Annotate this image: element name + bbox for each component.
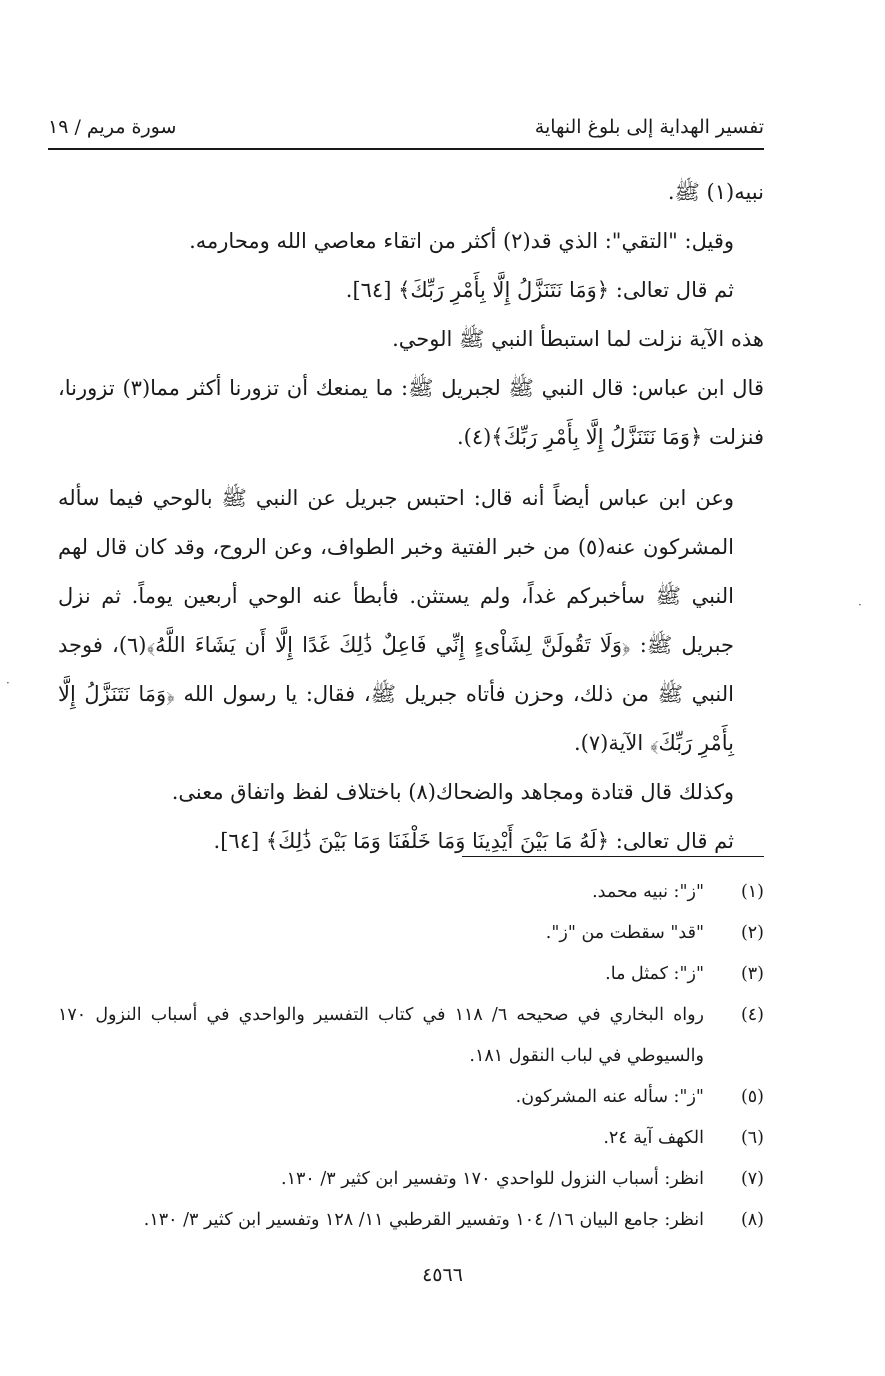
scan-speck: ·: [858, 598, 862, 612]
footnote: [58, 872, 764, 913]
footnote-text: انظر: أسباب النزول للواحدي ١٧٠ وتفسير ابن كثير ٣/ ١٣٠.: [281, 1169, 704, 1189]
scan-speck: ·: [6, 676, 10, 690]
book-title: تفسير الهداية إلى بلوغ النهاية: [534, 116, 764, 138]
footnote: [58, 1077, 764, 1118]
paragraph: وكذلك قال قتادة ومجاهد والضحاك(٨) باختلاف لفظ واتفاق معنى.: [171, 780, 734, 804]
paragraph: نبيه(١) ﷺ.: [667, 180, 764, 204]
footnote: [58, 1118, 764, 1159]
footnote-separator: [462, 856, 764, 857]
footnote-number: (٧): [740, 1169, 764, 1189]
footnote-number: (٥): [740, 1087, 764, 1107]
footnote-number: (٢): [740, 923, 764, 943]
running-header: [48, 112, 764, 142]
footnote-text: "قد" سقطت من "ز".: [545, 923, 704, 943]
footnote-text: رواه البخاري في صحيحه ٦/ ١١٨ في كتاب التفسير والواحدي في أسباب النزول ١٧٠ والسيوطي في لباب النقول ١٨١.: [58, 1005, 704, 1066]
paragraph: هذه الآية نزلت لما استبطأ النبي ﷺ الوحي.: [392, 327, 764, 351]
main-text: [58, 168, 764, 866]
footnote-text: الكهف آية ٢٤.: [603, 1128, 704, 1148]
footnote-text: "ز": نبيه محمد.: [592, 882, 704, 902]
footnote: [58, 995, 764, 1077]
footnote-number: (٨): [740, 1210, 764, 1230]
paragraph: ثم قال تعالى: ﴿لَهُ مَا بَيْنَ أَيْدِينَا وَمَا خَلْفَنَا وَمَا بَيْنَ ذَٰلِكَ﴾ [٦٤].: [213, 829, 734, 853]
footnote-text: "ز": سأله عنه المشركون.: [515, 1087, 704, 1107]
page-number: ٤٥٦٦: [422, 1264, 463, 1286]
paragraph: وقيل: "التقي": الذي قد(٢) أكثر من اتقاء معاصي الله ومحارمه.: [189, 229, 734, 253]
footnote: [58, 954, 764, 995]
footnote: [58, 1200, 764, 1241]
footnote-number: (٣): [740, 964, 764, 984]
footnotes: [58, 872, 764, 1241]
footnote-number: (٤): [740, 1005, 764, 1025]
surah-reference: سورة مريم / ١٩: [48, 116, 177, 138]
header-rule: [48, 148, 764, 150]
paragraph: ثم قال تعالى: ﴿وَمَا نَتَنَزَّلُ إِلَّا بِأَمْرِ رَبِّكَ﴾ [٦٤].: [345, 278, 734, 302]
paragraph: وعن ابن عباس أيضاً أنه قال: احتبس جبريل عن النبي ﷺ بالوحي فيما سأله المشركون عنه(٥) من خبر الفتية وخبر الطواف، وعن الروح، وقد كان قال لهم النبي ﷺ سأخبركم غداً، ولم يستثن. فأبطأ عنه الوحي أربعين يوماً. ثم نزل جبريل ﷺ: ﴿وَلَا تَقُولَنَّ لِشَاْىءٍ إِنِّي فَاعِلٌ ذَٰلِكَ غَدًا إِلَّا أَن يَشَاءَ اللَّهُ﴾(٦)، فوجد النبي ﷺ من ذلك، وحزن فأتاه جبريل ﷺ، فقال: يا رسول الله ﴿وَمَا نَتَنَزَّلُ إِلَّا بِأَمْرِ رَبِّكَ﴾ الآية(٧).: [58, 486, 734, 755]
footnote-number: (٦): [740, 1128, 764, 1148]
footnote: [58, 1159, 764, 1200]
footnote: [58, 913, 764, 954]
footnote-number: (١): [740, 882, 764, 902]
paragraph: قال ابن عباس: قال النبي ﷺ لجبريل ﷺ: ما يمنعك أن تزورنا أكثر مما(٣) تزورنا، فنزلت ﴿وَمَا نَتَنَزَّلُ إِلَّا بِأَمْرِ رَبِّكَ﴾(٤).: [58, 376, 764, 449]
footnote-text: "ز": كمثل ما.: [605, 964, 704, 984]
footnote-text: انظر: جامع البيان ١٦/ ١٠٤ وتفسير القرطبي ١١/ ١٢٨ وتفسير ابن كثير ٣/ ١٣٠.: [143, 1210, 704, 1230]
